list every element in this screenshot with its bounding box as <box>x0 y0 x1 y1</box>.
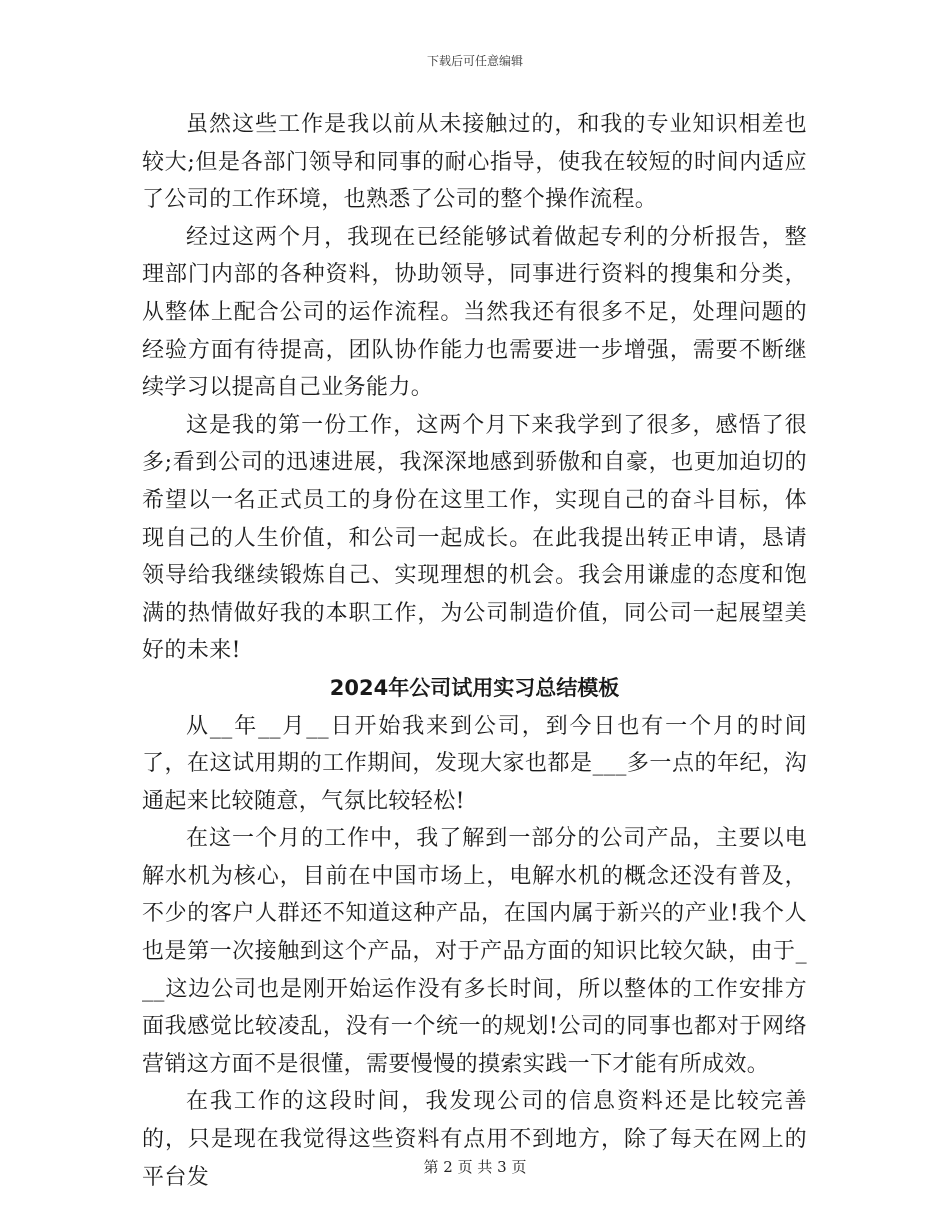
paragraph: 从__年__月__日开始我来到公司，到今日也有一个月的时间了，在这试用期的工作期间，发现大家也都是___多一点的年纪，沟通起来比较随意，气氛比较轻松! <box>142 713 807 814</box>
paragraph: 在我工作的这段时间，我发现公司的信息资料还是比较完善的，只是现在我觉得这些资料有点用不到地方，除了每天在网上的平台发 <box>142 1089 807 1190</box>
document-body <box>142 106 807 1196</box>
page-header: 下载后可任意编辑 <box>426 54 523 68</box>
paragraph: 经过这两个月，我现在已经能够试着做起专利的分析报告，整理部门内部的各种资料，协助领导，同事进行资料的搜集和分类，从整体上配合公司的运作流程。当然我还有很多不足，处理问题的经验方面有待提高，团队协作能力也需要进一步增强，需要不断继续学习以提高自己业务能力。 <box>142 224 807 401</box>
paragraph: 在这一个月的工作中，我了解到一部分的公司产品，主要以电解水机为核心，目前在中国市场上，电解水机的概念还没有普及，不少的客户人群还不知道这种产品，在国内属于新兴的产业!我个人也是第一次接触到这个产品，对于产品方面的知识比较欠缺，由于___这边公司也是刚开始运作没有多长时间，所以整体的工作安排方面我感觉比较凌乱，没有一个统一的规划!公司的同事也都对于网络营销这方面不是很懂，需要慢慢的摸索实践一下才能有所成效。 <box>142 826 807 1077</box>
section-title: 2024年公司试用实习总结模板 <box>329 675 620 700</box>
page-footer: 第 2 页 共 3 页 <box>423 1158 527 1176</box>
paragraph: 虽然这些工作是我以前从未接触过的，和我的专业知识相差也较大;但是各部门领导和同事的耐心指导，使我在较短的时间内适应了公司的工作环境，也熟悉了公司的整个操作流程。 <box>142 112 807 213</box>
paragraph: 这是我的第一份工作，这两个月下来我学到了很多，感悟了很多;看到公司的迅速进展，我深深地感到骄傲和自豪，也更加迫切的希望以一名正式员工的身份在这里工作，实现自己的奋斗目标，体现自己的人生价值，和公司一起成长。在此我提出转正申请，恳请领导给我继续锻炼自己、实现理想的机会。我会用谦虚的态度和饱满的热情做好我的本职工作，为公司制造价值，同公司一起展望美好的未来! <box>142 412 807 664</box>
